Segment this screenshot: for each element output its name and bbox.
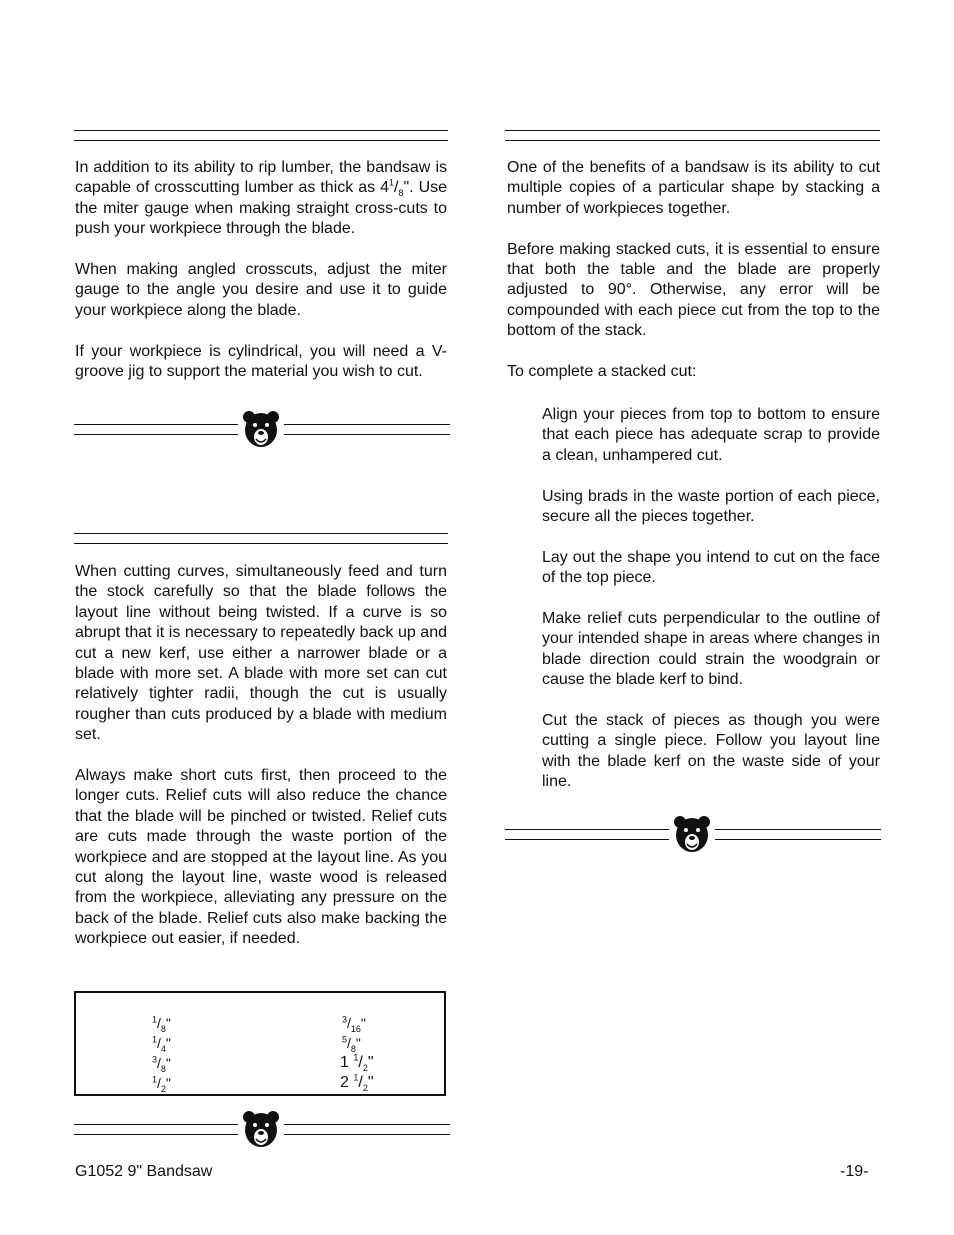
bear-logo-icon — [673, 815, 711, 855]
table-cell-radius: 1 $^1/_2$" — [340, 1052, 374, 1074]
footer-model: G1052 9" Bandsaw — [75, 1163, 213, 1180]
stacked-paragraph: One of the benefits of a bandsaw is its ability to cut multiple copies of a particular shape by stacking a number of workpieces together. — [507, 159, 880, 217]
stacked-paragraph: Before making stacked cuts, it is essential to ensure that both the table and the blade are properly adjusted to 90°. Otherwise, any error will be compounded with each piece cut from the top to the bottom of the stack. — [507, 240, 880, 340]
section-rule-crosscut-top — [74, 130, 448, 131]
list-item: Using brads in the waste portion of each piece, secure all the pieces together. — [542, 487, 880, 526]
section-rule-stacked-bottom — [505, 140, 880, 141]
section-rule-curves-bottom — [74, 543, 448, 544]
crosscut-section — [75, 158, 447, 382]
table-cell-width: $^1/_4$" — [152, 1034, 171, 1054]
crosscut-paragraph: Use the miter gauge when making straight cross-cuts to push your workpiece through the blade. — [75, 179, 448, 238]
table-cell-width: $^1/_2$" — [152, 1074, 171, 1094]
list-item: Make relief cuts perpendicular to the outline of your intended shape in areas where changes in blade direction could strain the woodgrain or cause the blade kerf to bind. — [542, 610, 880, 689]
section-rule-crosscut-bottom — [74, 140, 448, 141]
section-rule-curves-top — [74, 533, 448, 534]
stacked-paragraph: To complete a stacked cut: — [507, 363, 697, 381]
bear-divider — [74, 410, 450, 450]
table-cell-radius: $^3/_{16}$" — [342, 1014, 366, 1034]
table-cell-width: $^1/_8$" — [152, 1014, 171, 1034]
bear-logo-icon — [242, 1110, 280, 1150]
list-item: Lay out the shape you intend to cut on the face of the top piece. — [542, 548, 880, 587]
table-cell-radius: $^5/_8$" — [342, 1034, 361, 1054]
table-cell-width: $^3/_8$" — [152, 1054, 171, 1074]
crosscut-paragraph: When making angled crosscuts, adjust the miter gauge to the angle you desire and use it to guide your workpiece along the blade. — [75, 261, 447, 319]
blade-radius-table — [74, 991, 446, 1096]
crosscut-intro: In addition to its ability to rip lumber, the bandsaw is capable of crosscutting lumber as thick as $4^1/_8$". Use the miter gauge when making straight cross-cuts to push your workpiece through the blade. — [75, 159, 448, 238]
crosscut-paragraph: If your workpiece is cylindrical, you will need a V-groove jig to support the material you wish to cut. — [75, 342, 447, 381]
stacked-steps — [542, 405, 880, 793]
table-cell-radius: 2 $^1/_2$" — [340, 1072, 374, 1094]
stacked-cuts-section — [507, 158, 880, 382]
section-rule-stacked-top — [505, 130, 880, 131]
curves-paragraph: When cutting curves, simultaneously feed and turn the stock carefully so that the blade follows the layout line without being twisted. If a curve is so abrupt that it is necessary to repeatedly back up and cut a new kerf, use either a narrower blade or a blade with more set. A blade with more set can cut relatively tighter radii, though the cut is usually rougher than cuts produced by a blade with medium set. — [75, 563, 447, 744]
curves-section — [75, 562, 447, 950]
curves-paragraph: Always make short cuts first, then proceed to the longer cuts. Relief cuts will also reduce the chance that the blade will be pinched or twisted. Relief cuts are cuts made through the waste portion of the workpiece and are stopped at the layout line. As you cut along the layout line, waste wood is released from the workpiece, alleviating any pressure on the back of the blade. Relief cuts also make backing the workpiece out easier, if needed. — [75, 767, 447, 948]
list-item: Align your pieces from top to bottom to ensure that each piece has adequate scrap to provide a clean, unhampered cut. — [542, 406, 880, 464]
bear-divider — [505, 815, 881, 855]
page-number: -19- — [840, 1163, 869, 1180]
bear-logo-icon — [242, 410, 280, 450]
bear-divider — [74, 1110, 450, 1150]
list-item: Cut the stack of pieces as though you were cutting a single piece. Follow you layout line with the blade kerf on the waste side of your line. — [542, 712, 880, 791]
